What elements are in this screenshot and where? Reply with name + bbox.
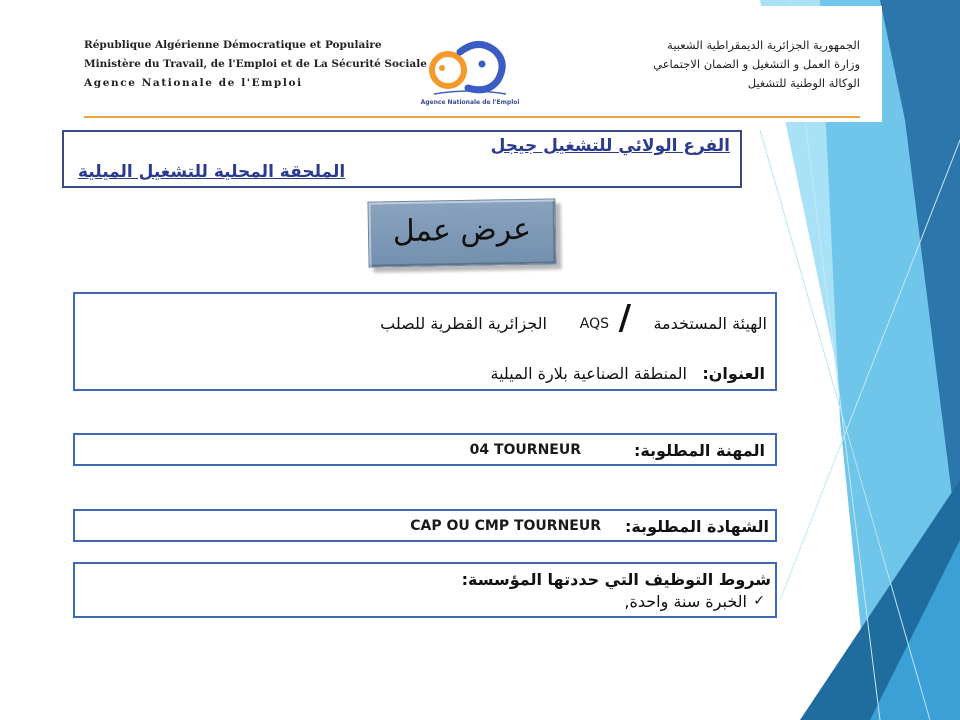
letterhead (62, 6, 882, 122)
diploma-value: CAP OU CMP TOURNEUR (410, 518, 601, 534)
address-value: المنطقة الصناعية بلارة الميلية (490, 364, 687, 383)
employer-code: AQS (579, 316, 609, 332)
logo-caption: Agence Nationale de l'Emploi (420, 99, 520, 106)
job-offer-banner (367, 198, 556, 267)
diploma-label: الشهادة المطلوبة: (624, 517, 769, 536)
employer-separator: / (618, 298, 631, 338)
conditions-label: شروط التوظيف التي حددتها المؤسسة: (461, 570, 771, 589)
job-label: المهنة المطلوبة: (633, 441, 765, 460)
branch-box (62, 130, 742, 188)
letterhead-arabic (653, 36, 860, 93)
job-value: 04 TOURNEUR (469, 442, 581, 458)
employer-name: الجزائرية القطرية للصلب (380, 314, 547, 333)
ar-line-agency: الوكالة الوطنية للتشغيل (747, 76, 860, 90)
employer-label: الهيئة المستخدمة (653, 314, 767, 333)
ar-line-ministry: وزارة العمل و التشغيل و الضمان الاجتماعي (653, 57, 860, 71)
letterhead-french (84, 36, 427, 93)
fr-line-ministry: Ministère du Travail, de l'Emploi et de La Sécurité Sociale (84, 58, 427, 70)
employer-box (73, 292, 777, 362)
job-box (73, 433, 777, 466)
condition-item: الخبرة سنة واحدة, (624, 592, 747, 611)
fr-line-republic: République Algérienne Démocratique et Populaire (84, 39, 382, 51)
ar-line-republic: الجمهورية الجزائرية الديمقراطية الشعبية (667, 38, 860, 52)
checkmark-icon: ✓ (753, 593, 765, 609)
branch-title: الفرع الولائي للتشغيل جيجل (490, 136, 730, 156)
address-box (73, 360, 777, 391)
branch-subtitle: الملحقة المحلية للتشغيل الميلية (78, 162, 346, 182)
address-label: العنوان: (702, 364, 765, 383)
job-offer-label: عرض عمل (392, 211, 532, 250)
conditions-box (73, 562, 777, 618)
diploma-box (73, 509, 777, 542)
fr-line-agency: Agence Nationale de l'Emploi (84, 77, 303, 89)
letterhead-divider (84, 116, 860, 118)
